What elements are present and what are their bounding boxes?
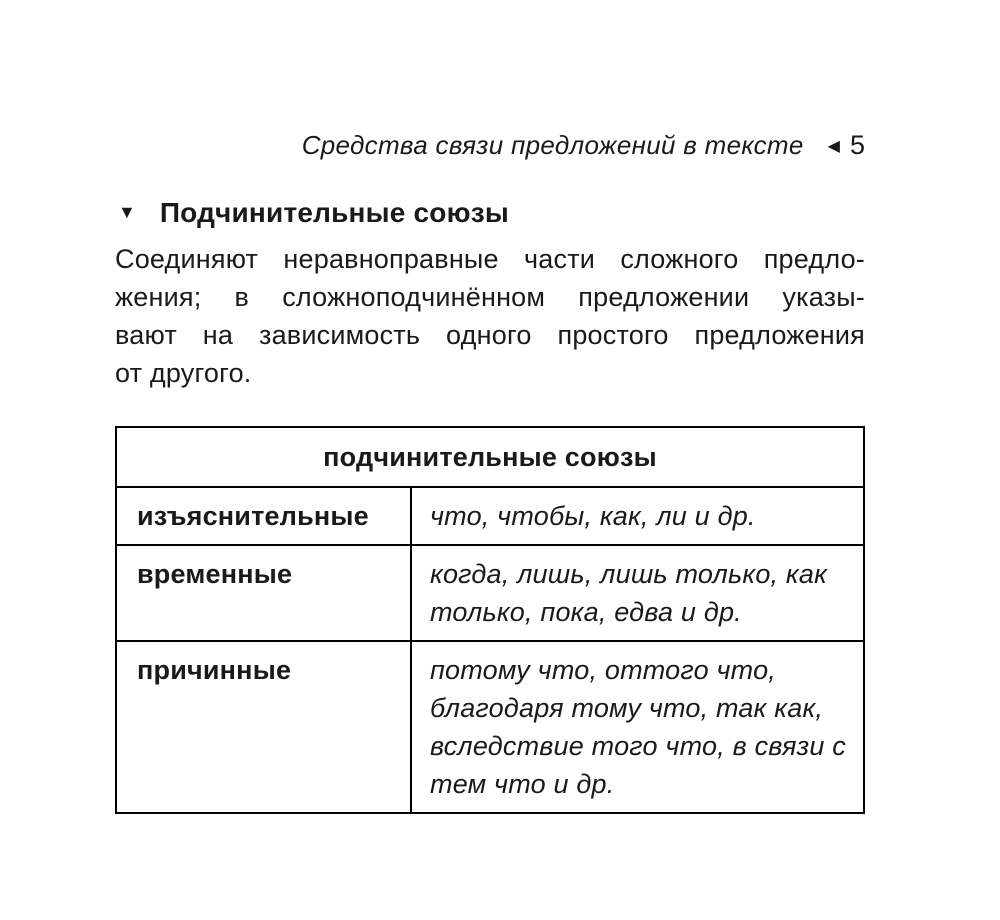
running-header (115, 0, 865, 161)
section-title: Подчинительные союзы (159, 197, 509, 228)
table-row (117, 488, 863, 546)
section-body (115, 240, 865, 392)
section-heading (115, 197, 865, 229)
body-line: вают на зависимость одного простого предложения (115, 320, 865, 350)
running-title: Средства связи предложений в тексте (301, 130, 804, 160)
down-triangle-icon: ▼ (118, 202, 136, 222)
examples-cell: потому что, оттого что, благодаря тому что, так как, вследствие того что, в связи с тем что и др. (430, 655, 846, 799)
body-line: жения; в сложноподчинённом предложении указы- (115, 282, 865, 312)
category-cell: изъяснительные (117, 488, 412, 544)
table-row (117, 642, 863, 812)
body-line: от другого. (115, 358, 252, 388)
conjunctions-table (115, 426, 865, 814)
category-cell: причинные (117, 642, 412, 812)
examples-cell: что, чтобы, как, ли и др. (430, 501, 756, 531)
examples-cell: когда, лишь, лишь только, как только, пока, едва и др. (430, 559, 828, 627)
left-triangle-icon: ◀ (827, 137, 840, 155)
category-cell: временные (117, 546, 412, 640)
page-number: 5 (849, 130, 865, 160)
body-line: Соединяют неравноправные части сложного предло- (115, 244, 865, 274)
table-row (117, 546, 863, 642)
table-title: подчинительные союзы (117, 428, 863, 488)
